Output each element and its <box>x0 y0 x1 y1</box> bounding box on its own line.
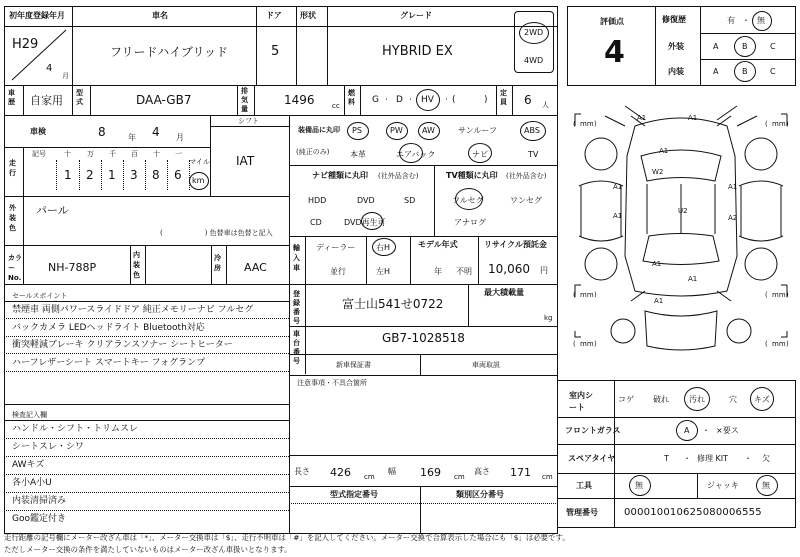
length-unit: cm <box>364 473 375 481</box>
max-load-unit: kg <box>544 314 553 322</box>
mileage-digit-5: 8 <box>152 168 160 182</box>
navi-label: ナビ種類に丸印 <box>312 171 368 180</box>
repair-sep: ・ <box>742 16 750 25</box>
height-label: 高さ <box>474 467 490 476</box>
shape-label: 形状 <box>300 11 316 20</box>
seat-tear: 破れ <box>653 395 669 404</box>
seat-scratch: キズ <box>754 395 770 404</box>
first-reg-month: 4 <box>46 63 53 74</box>
equip-pw: PW <box>390 126 403 135</box>
mgmt-label: 管理番号 <box>566 508 598 517</box>
damage-mark-4: A1 <box>613 183 623 191</box>
mileage-col-1: 十 <box>64 150 71 158</box>
score-label: 評価点 <box>600 17 624 26</box>
import-right: 右H <box>376 243 391 252</box>
score-value: 4 <box>604 35 625 70</box>
tools-label: 工具 <box>576 481 592 490</box>
equip-tv: TV <box>528 150 539 159</box>
door-count: 5 <box>271 44 280 59</box>
equip-sub: (純正のみ) <box>296 148 330 156</box>
fuel-dot: · <box>409 95 412 105</box>
tv-fullseg: フルセグ <box>452 196 484 205</box>
fuel-paren-open: ( <box>452 95 456 105</box>
svg-text:(: ( <box>765 120 768 128</box>
grade-value: HYBRID EX <box>382 44 453 59</box>
glass-a: A <box>684 426 690 435</box>
color-value: パール <box>36 204 69 217</box>
first-reg-label: 初年度登録年月 <box>9 11 65 20</box>
svg-text:): ) <box>594 291 597 299</box>
footer-line-1: 走行距離の記号欄にメーター改ざん車は「*」、メーター交換車は「$」、走行不明車は「#」を記入してください。メーター交換で合算表示した場合にも「$」は必要です。 <box>4 533 570 542</box>
shaken-label: 車検 <box>30 127 46 136</box>
length-value: 426 <box>330 466 351 479</box>
mileage-mile: マイル <box>189 158 210 166</box>
model-year-unit: 年 <box>434 267 442 276</box>
sales-line-3: 衝突軽減ブレーキ クリアランスソナー シートヒーター <box>12 340 233 350</box>
tv-analog: アナログ <box>454 218 486 227</box>
manual-label: 車両取説 <box>472 361 500 369</box>
svg-text:(: ( <box>573 120 576 128</box>
color-note: ( ) 色替車は色替と記入 <box>160 229 273 237</box>
svg-text:mm: mm <box>580 120 594 128</box>
model-year-unknown: 不明 <box>456 267 472 276</box>
fuel-paren-close: ) <box>484 95 488 105</box>
svg-text:mm: mm <box>772 120 786 128</box>
damage-mark-6: A1 <box>728 183 738 191</box>
mileage-digit-4: 3 <box>130 168 138 182</box>
svg-text:): ) <box>786 291 789 299</box>
navi-dvdplay: DVD再生可 <box>344 218 386 227</box>
displacement-value: 1496 <box>284 93 315 107</box>
inspect-line-6: Goo鑑定付き <box>12 514 66 524</box>
import-parallel: 並行 <box>330 267 346 276</box>
equip-navi: ナビ <box>472 150 488 159</box>
damage-mark-12: A1 <box>654 297 664 305</box>
mileage-digit-1: 1 <box>64 168 72 182</box>
capacity-label: 定員 <box>500 89 507 106</box>
seat-label: 室内シート <box>569 391 593 412</box>
spare-sep-1: ・ <box>683 454 691 463</box>
recycle-unit: 円 <box>540 266 548 275</box>
navi-dvd: DVD <box>357 196 375 205</box>
shift-value: IAT <box>236 154 255 168</box>
height-unit: cm <box>542 473 553 481</box>
displacement-label: 排気量 <box>241 87 248 113</box>
repair-yes: 有 <box>727 16 735 25</box>
spare-kit: 修理 KIT <box>697 454 729 463</box>
car-name: フリードハイブリッド <box>110 45 228 59</box>
svg-text:): ) <box>594 340 597 348</box>
displacement-unit: cc <box>332 102 340 110</box>
color-no-label: カラーNo. <box>8 254 22 282</box>
footer-line-2: ただしメーター交換の条件を満たしていないものはメーター改ざん車扱いとなります。 <box>4 545 292 554</box>
max-load-label: 最大積載量 <box>484 288 524 297</box>
mileage-col-4: 百 <box>131 150 138 158</box>
svg-text:(: ( <box>573 340 576 348</box>
color-label: 外装色 <box>9 204 16 232</box>
damage-mark-10: A1 <box>652 260 662 268</box>
svg-text:mm: mm <box>580 291 594 299</box>
import-label: 輸入車 <box>293 244 300 272</box>
damage-mark-3: A1 <box>659 147 669 155</box>
navi-sd: SD <box>404 196 416 205</box>
capacity-unit: 人 <box>542 101 549 109</box>
tv-sub: (社外品含む) <box>506 172 547 180</box>
inspect-label: 検査記入欄 <box>12 411 47 419</box>
grade-label: グレード <box>400 11 432 20</box>
mileage-col-3: 千 <box>109 150 116 158</box>
shaken-year-unit: 年 <box>128 133 136 142</box>
fuel-dot: · <box>385 95 388 105</box>
svg-text:(: ( <box>765 340 768 348</box>
svg-text:(: ( <box>573 291 576 299</box>
height-value: 171 <box>510 466 531 479</box>
ac-value: AAC <box>244 261 267 274</box>
spare-label: スペアタイヤ <box>568 454 616 463</box>
use-value: 自家用 <box>30 94 63 107</box>
jack-no: 無 <box>762 481 770 490</box>
svg-text:mm: mm <box>772 340 786 348</box>
interior-label: 内装 <box>668 67 684 76</box>
capacity-value: 6 <box>524 93 532 107</box>
plate-label: 登録番号 <box>293 290 300 325</box>
tv-label: TV種類に丸印 <box>446 171 498 180</box>
svg-text:): ) <box>786 120 789 128</box>
equip-airbag: エアバック <box>396 150 436 159</box>
interior-b: B <box>742 67 748 76</box>
equip-abs: ABS <box>524 126 540 135</box>
sales-line-4: ハーフレザーシート スマートキー フォグランプ <box>12 358 206 368</box>
length-label: 長さ <box>294 467 310 476</box>
chassis-value: GB7-1028518 <box>382 331 465 345</box>
exterior-c: C <box>770 42 776 51</box>
shaken-year: 8 <box>98 125 106 139</box>
spare-t: T <box>664 454 669 463</box>
width-label: 幅 <box>388 467 396 476</box>
interior-color-label: 内装色 <box>133 251 140 279</box>
inspect-line-3: AWキズ <box>12 460 45 470</box>
fuel-dot: · <box>445 95 448 105</box>
navi-cd: CD <box>310 218 322 227</box>
import-dealer: ディーラー <box>316 243 356 252</box>
sales-label: セールスポイント <box>12 292 68 300</box>
recycle-value: 10,060 <box>488 262 530 276</box>
mileage-km: km <box>192 176 205 185</box>
first-reg-year: H29 <box>12 37 39 52</box>
mileage-label: 走行 <box>9 159 16 177</box>
mileage-col-mark: 記号 <box>32 150 46 158</box>
car-damage-diagram <box>565 96 798 366</box>
equip-aw: AW <box>422 126 435 135</box>
equip-sunroof: サンルーフ <box>458 126 497 135</box>
seat-burn: コゲ <box>618 395 634 404</box>
warranty-label: 新車保証書 <box>336 361 371 369</box>
equip-label: 装備品に丸印 <box>298 126 340 134</box>
svg-text:): ) <box>594 120 597 128</box>
glass-sep: ・ <box>702 426 710 435</box>
damage-mark-8: A1 <box>613 212 623 220</box>
inspect-line-2: シートスレ・シワ <box>12 442 84 452</box>
color-no-value: NH-788P <box>48 261 97 274</box>
recycle-label: リサイクル預託金 <box>484 240 547 249</box>
tv-oneseg: ワンセグ <box>510 196 542 205</box>
fuel-hv: HV <box>421 95 434 105</box>
tools-no: 無 <box>635 481 643 490</box>
jack-label: ジャッキ <box>707 481 739 490</box>
exterior-label: 外装 <box>668 42 684 51</box>
inspect-line-1: ハンドル・シフト・トリムスレ <box>12 424 139 434</box>
mgmt-value: 000010010625080006555 <box>624 507 762 518</box>
sales-line-2: バックカメラ LEDヘッドライト Bluetooth対応 <box>12 323 205 333</box>
fuel-g: G <box>372 95 379 105</box>
mileage-col-6: 一 <box>175 150 182 158</box>
width-value: 169 <box>420 466 441 479</box>
interior-c: C <box>770 67 776 76</box>
equip-leather: 本革 <box>350 150 366 159</box>
svg-text:mm: mm <box>772 291 786 299</box>
mileage-digit-3: 1 <box>108 168 116 182</box>
model-value: DAA-GB7 <box>136 93 192 107</box>
car-name-label: 車名 <box>152 11 168 20</box>
navi-sub: (社外品含む) <box>378 172 419 180</box>
svg-text:(: ( <box>765 291 768 299</box>
repair-label: 修復歴 <box>662 15 686 24</box>
mileage-digit-2: 2 <box>86 168 94 182</box>
damage-mark-1: A1 <box>637 114 647 122</box>
glass-label: フロントガラス <box>565 426 621 435</box>
svg-text:mm: mm <box>580 340 594 348</box>
door-label: ドア <box>266 11 282 20</box>
drive-4wd: 4WD <box>524 56 544 65</box>
mileage-col-2: 万 <box>87 150 94 158</box>
class-no-label: 類別区分番号 <box>456 490 504 499</box>
notes-label: 注意事項・不具合箇所 <box>297 379 367 387</box>
repair-no: 無 <box>757 16 765 25</box>
equip-ps: PS <box>352 126 362 135</box>
chassis-label: 車台番号 <box>293 330 300 365</box>
shift-label: シフト <box>238 117 259 125</box>
use-label: 車歴 <box>8 89 15 106</box>
model-label: 型式 <box>76 89 83 106</box>
inspect-line-5: 内装清掃済み <box>12 496 67 506</box>
damage-mark-2: A1 <box>688 114 698 122</box>
svg-text:): ) <box>786 340 789 348</box>
width-unit: cm <box>454 473 465 481</box>
damage-mark-5: W2 <box>652 168 664 176</box>
model-year-label: モデル年式 <box>418 240 458 249</box>
exterior-a: A <box>713 42 719 51</box>
ac-label: 冷房 <box>214 254 221 272</box>
drive-2wd: 2WD <box>524 28 544 37</box>
sales-line-1: 禁煙車 両側パワースライドドア 純正メモリーナビ フルセグ <box>12 305 254 315</box>
navi-hdd: HDD <box>308 196 327 205</box>
spare-sep-2: ・ <box>744 454 752 463</box>
fuel-d: D <box>396 95 403 105</box>
shaken-month-unit: 月 <box>176 133 184 142</box>
type-no-label: 型式指定番号 <box>330 490 378 499</box>
glass-replace: ×要ス <box>716 426 739 435</box>
damage-mark-9: A2 <box>728 214 738 222</box>
mileage-digit-6: 6 <box>174 168 182 182</box>
seat-stain: 汚れ <box>689 395 705 404</box>
shaken-month: 4 <box>152 125 160 139</box>
exterior-b: B <box>742 42 748 51</box>
import-left: 左H <box>376 267 391 276</box>
interior-a: A <box>713 67 719 76</box>
damage-mark-7: U2 <box>678 207 688 215</box>
damage-mark-11: A1 <box>688 275 698 283</box>
plate-value: 富士山541せ0722 <box>342 297 444 311</box>
mileage-col-5: 十 <box>153 150 160 158</box>
spare-none: 欠 <box>762 454 770 463</box>
first-reg-month-unit: 月 <box>62 72 69 80</box>
inspect-line-4: 各小A小U <box>12 478 52 488</box>
fuel-label: 燃料 <box>348 89 355 106</box>
seat-hole: 穴 <box>729 395 737 404</box>
